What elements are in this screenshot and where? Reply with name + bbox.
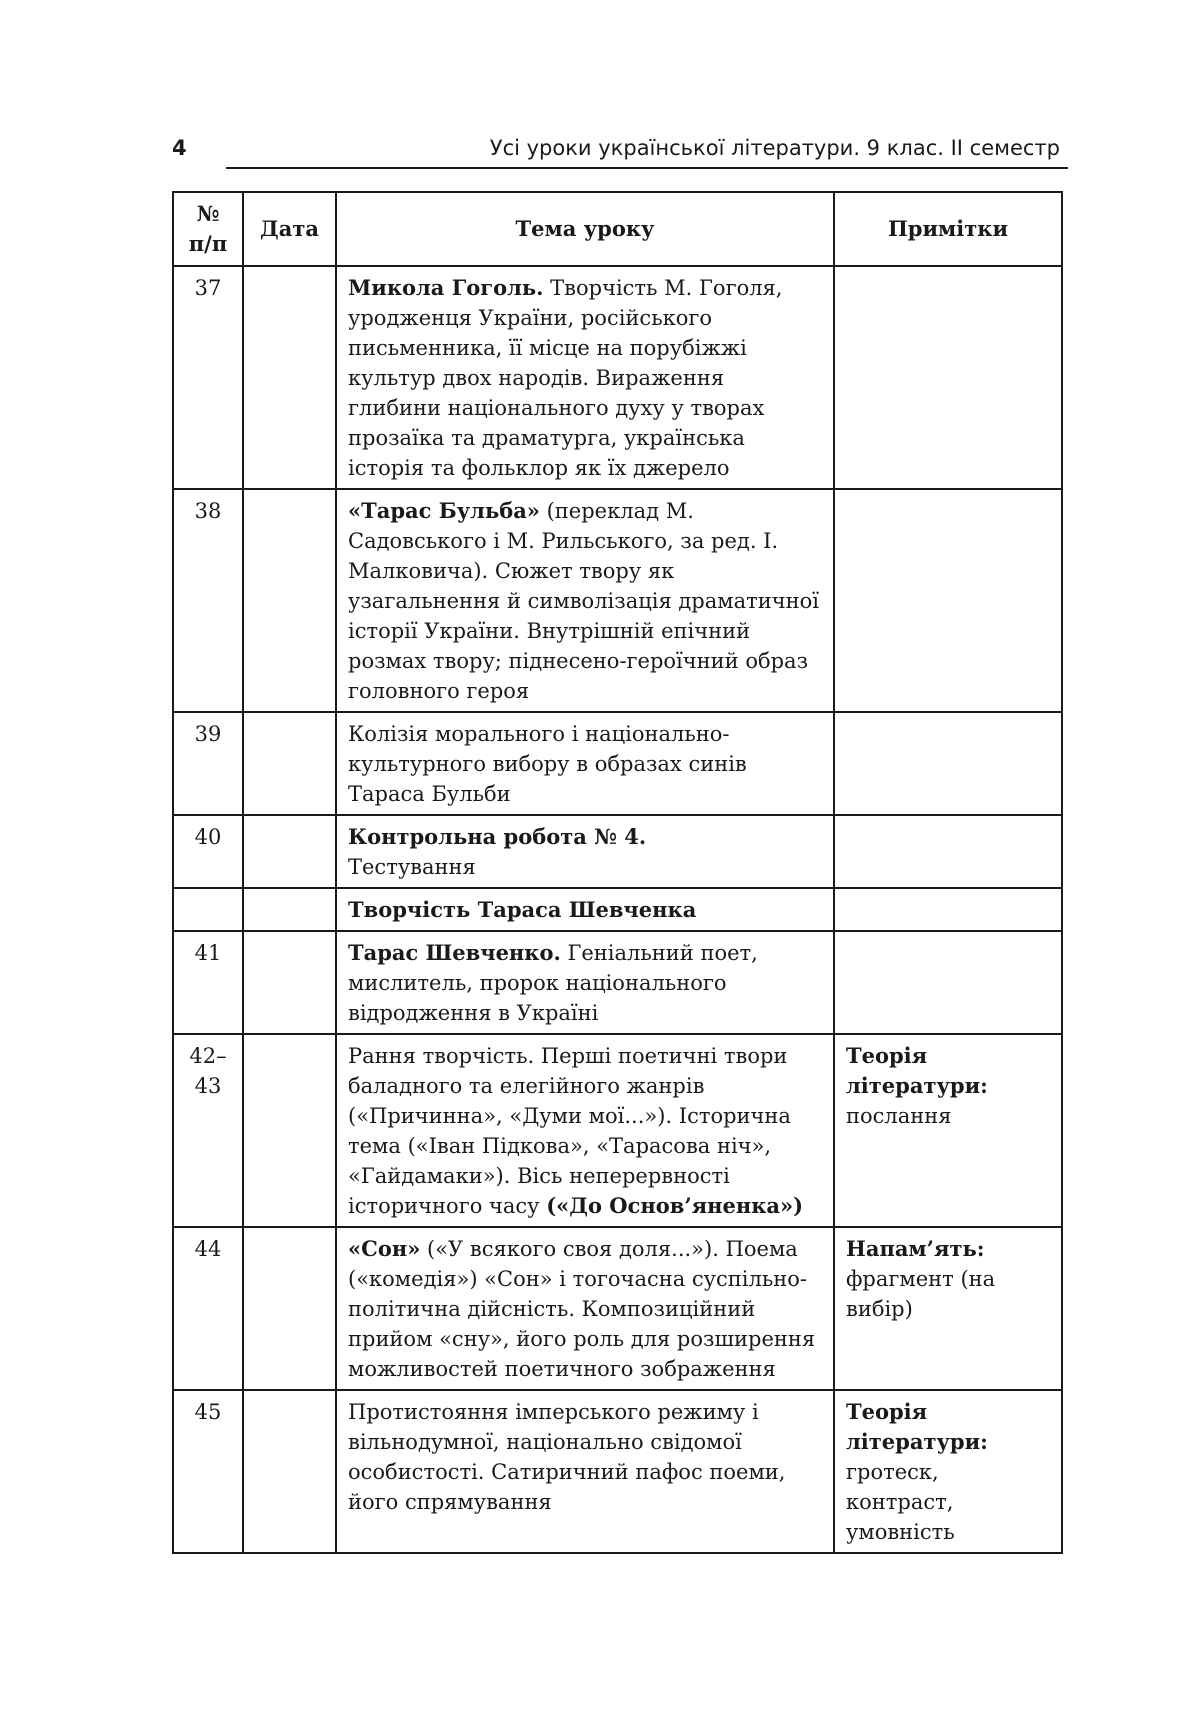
lessons-table xyxy=(172,191,1063,1554)
page-number: 4 xyxy=(172,136,187,160)
row-topic xyxy=(336,1390,834,1553)
row-date xyxy=(243,266,336,489)
table-row xyxy=(173,266,1062,489)
row-date xyxy=(243,1034,336,1227)
topic-bold: Контрольна робота № 4. xyxy=(348,824,647,849)
row-number: 37 xyxy=(173,266,243,489)
row-date xyxy=(243,712,336,815)
row-number xyxy=(173,888,243,931)
column-header-number xyxy=(173,192,243,266)
table-row xyxy=(173,489,1062,712)
row-notes xyxy=(834,489,1062,712)
row-date xyxy=(243,815,336,888)
topic-text: Тестування xyxy=(348,855,476,879)
topic-bold: Тарас Шевченко. xyxy=(348,940,561,965)
table-header-row xyxy=(173,192,1062,266)
table-row xyxy=(173,712,1062,815)
row-topic xyxy=(336,1227,834,1390)
notes-text: гротеск, контраст, умовність xyxy=(846,1460,955,1544)
topic-text: Рання творчість. Перші поетичні твори баладного та елегійного жанрів («Причинна», «Думи мої...»). Історична тема («Іван Підкова», «Тарасова ніч», «Гайдамаки»). Вісь неперервності історичного часу xyxy=(348,1044,791,1218)
notes-text: послання xyxy=(846,1104,952,1128)
table-row xyxy=(173,1390,1062,1553)
notes-bold: Напам’ять: xyxy=(846,1236,985,1261)
row-notes xyxy=(834,888,1062,931)
topic-text: Колізія морального і національно-культурного вибору в образах синів Тараса Бульби xyxy=(348,722,747,806)
topic-bold: «Сон» xyxy=(348,1236,421,1261)
topic-tail-bold: («До Основ’яненка») xyxy=(546,1193,804,1218)
row-notes xyxy=(834,1227,1062,1390)
topic-text: («У всякого своя доля...»). Поема («комедія») «Сон» і тогочасна суспільно-політична дійсність. Композиційний прийом «сну», його роль для розширення можливостей поетичного зображення xyxy=(348,1237,816,1381)
table-row xyxy=(173,1227,1062,1390)
row-notes xyxy=(834,1390,1062,1553)
column-header-notes: Примітки xyxy=(834,192,1062,266)
row-number: 41 xyxy=(173,931,243,1034)
notes-bold: Теорія літератури: xyxy=(846,1043,988,1098)
page-header xyxy=(172,130,1068,168)
row-notes xyxy=(834,712,1062,815)
table-row xyxy=(173,815,1062,888)
row-number: 42–43 xyxy=(173,1034,243,1227)
row-number: 44 xyxy=(173,1227,243,1390)
topic-text: Геніальний поет, мислитель, пророк національного відродження в Україні xyxy=(348,941,758,1025)
row-topic xyxy=(336,266,834,489)
table-row xyxy=(173,931,1062,1034)
row-notes xyxy=(834,266,1062,489)
column-header-date: Дата xyxy=(243,192,336,266)
section-title xyxy=(336,888,834,931)
row-notes xyxy=(834,815,1062,888)
row-number: 38 xyxy=(173,489,243,712)
notes-text: фрагмент (на вибір) xyxy=(846,1267,996,1321)
row-date xyxy=(243,1390,336,1553)
row-topic xyxy=(336,815,834,888)
row-number: 40 xyxy=(173,815,243,888)
column-header-topic: Тема уроку xyxy=(336,192,834,266)
row-topic xyxy=(336,489,834,712)
row-number: 39 xyxy=(173,712,243,815)
column-header-number-line1: № xyxy=(196,201,220,226)
notes-bold: Теорія літератури: xyxy=(846,1399,988,1454)
topic-text: Протистояння імперського режиму і вільнодумної, національно свідомої особистості. Сатиричний пафос поеми, його спрямування xyxy=(348,1400,786,1514)
section-title-text: Творчість Тараса Шевченка xyxy=(348,897,697,922)
column-header-number-line2: п/п xyxy=(188,231,228,256)
section-row xyxy=(173,888,1062,931)
row-notes xyxy=(834,931,1062,1034)
topic-bold: Микола Гоголь. xyxy=(348,275,544,300)
header-rule xyxy=(226,167,1068,169)
topic-text: Творчість М. Гоголя, уродженця України, російського письменника, її місце на порубіжжі культур двох народів. Вираження глибини національного духу у творах прозаїка та драматурга, українська історія та фольклор як їх джерело xyxy=(348,276,783,480)
row-date xyxy=(243,1227,336,1390)
row-topic xyxy=(336,1034,834,1227)
row-topic xyxy=(336,931,834,1034)
row-notes xyxy=(834,1034,1062,1227)
row-topic xyxy=(336,712,834,815)
row-date xyxy=(243,489,336,712)
row-number: 45 xyxy=(173,1390,243,1553)
topic-text: (переклад М. Садовського і М. Рильського, за ред. І. Малковича). Сюжет твору як узагальнення й символізація драматичної історії України. Внутрішній епічний розмах твору; піднесено-героїчний образ головного героя xyxy=(348,499,819,703)
row-date xyxy=(243,931,336,1034)
running-title: Усі уроки української літератури. 9 клас. ІІ семестр xyxy=(489,136,1060,160)
topic-bold: «Тарас Бульба» xyxy=(348,498,540,523)
table-row xyxy=(173,1034,1062,1227)
row-date xyxy=(243,888,336,931)
